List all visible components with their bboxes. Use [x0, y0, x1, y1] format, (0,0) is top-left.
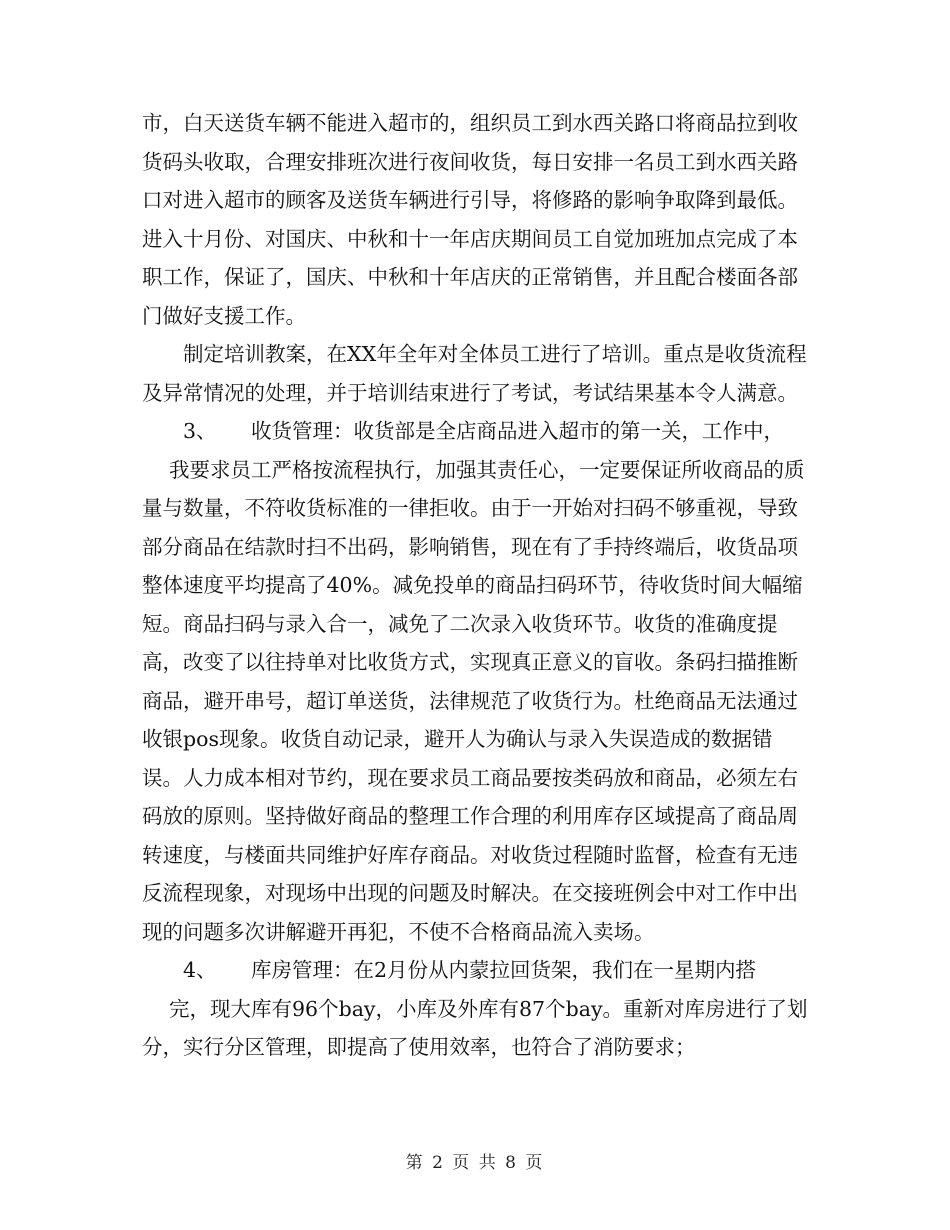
- item-3-number: 3、: [183, 419, 217, 443]
- document-body: [142, 104, 810, 1067]
- paragraph-continued: 市，白天送货车辆不能进入超市的，组织员工到水西关路口将商品拉到收货码头收取，合理安排班次进行夜间收货，每日安排一名员工到水西关路口对进入超市的顾客及送货车辆进行引导，将修路的影响争取降到最低。进入十月份、对国庆、中秋和十一年店庆期间员工自觉加班加点完成了本职工作，保证了，国庆、中秋和十年店庆的正常销售，并且配合楼面各部门做好支援工作。: [142, 111, 798, 328]
- item-4-heading-text: 库房管理：在2月份从内蒙拉回货架，我们在一星期内搭: [251, 958, 757, 982]
- item-3-heading-text: 收货管理：收货部是全店商品进入超市的第一关，工作中，: [251, 419, 784, 443]
- item-4-number: 4、: [183, 958, 217, 982]
- page-footer: 第 2 页 共 8 页: [405, 1153, 545, 1173]
- item-3-body-text: 我要求员工严格按流程执行，加强其责任心，一定要保证所收商品的质量与数量，不符收货标准的一律拒收。由于一开始对扫码不够重视，导致部分商品在结款时扫不出码，影响销售，现在有了手持终端后，收货品项整体速度平均提高了40%。减免投单的商品扫码环节，待收货时间大幅缩短。商品扫码与录入合一，减免了二次录入收货环节。收货的准确度提高，改变了以往持单对比收货方式，实现真正意义的盲收。条码扫描推断商品，避开串号，超订单送货，法律规范了收货行为。杜绝商品无法通过收银pos现象。收货自动记录，避开人为确认与录入失误造成的数据错误。人力成本相对节约，现在要求员工商品要按类码放和商品，必须左右码放的原则。坚持做好商品的整理工作合理的利用库存区域提高了商品周转速度，与楼面共同维护好库存商品。对收货过程随时监督，检查有无违反流程现象，对现场中出现的问题及时解决。在交接班例会中对工作中出现的问题多次讲解避开再犯，不使不合格商品流入卖场。: [142, 457, 805, 944]
- paragraph-training: 制定培训教案，在XX年全年对全体员工进行了培训。重点是收货流程及异常情况的处理，并于培训结束进行了考试，考试结果基本令人满意。: [142, 342, 807, 405]
- item-4-body: [142, 990, 810, 1067]
- item-4-body-text: 完，现大库有96个bay，小库及外库有87个bay。重新对库房进行了划分，实行分区管理，即提高了使用效率，也符合了消防要求；: [142, 996, 808, 1059]
- item-3-body: [142, 451, 810, 952]
- item-3-heading: [142, 412, 810, 451]
- item-4-heading: [142, 951, 810, 990]
